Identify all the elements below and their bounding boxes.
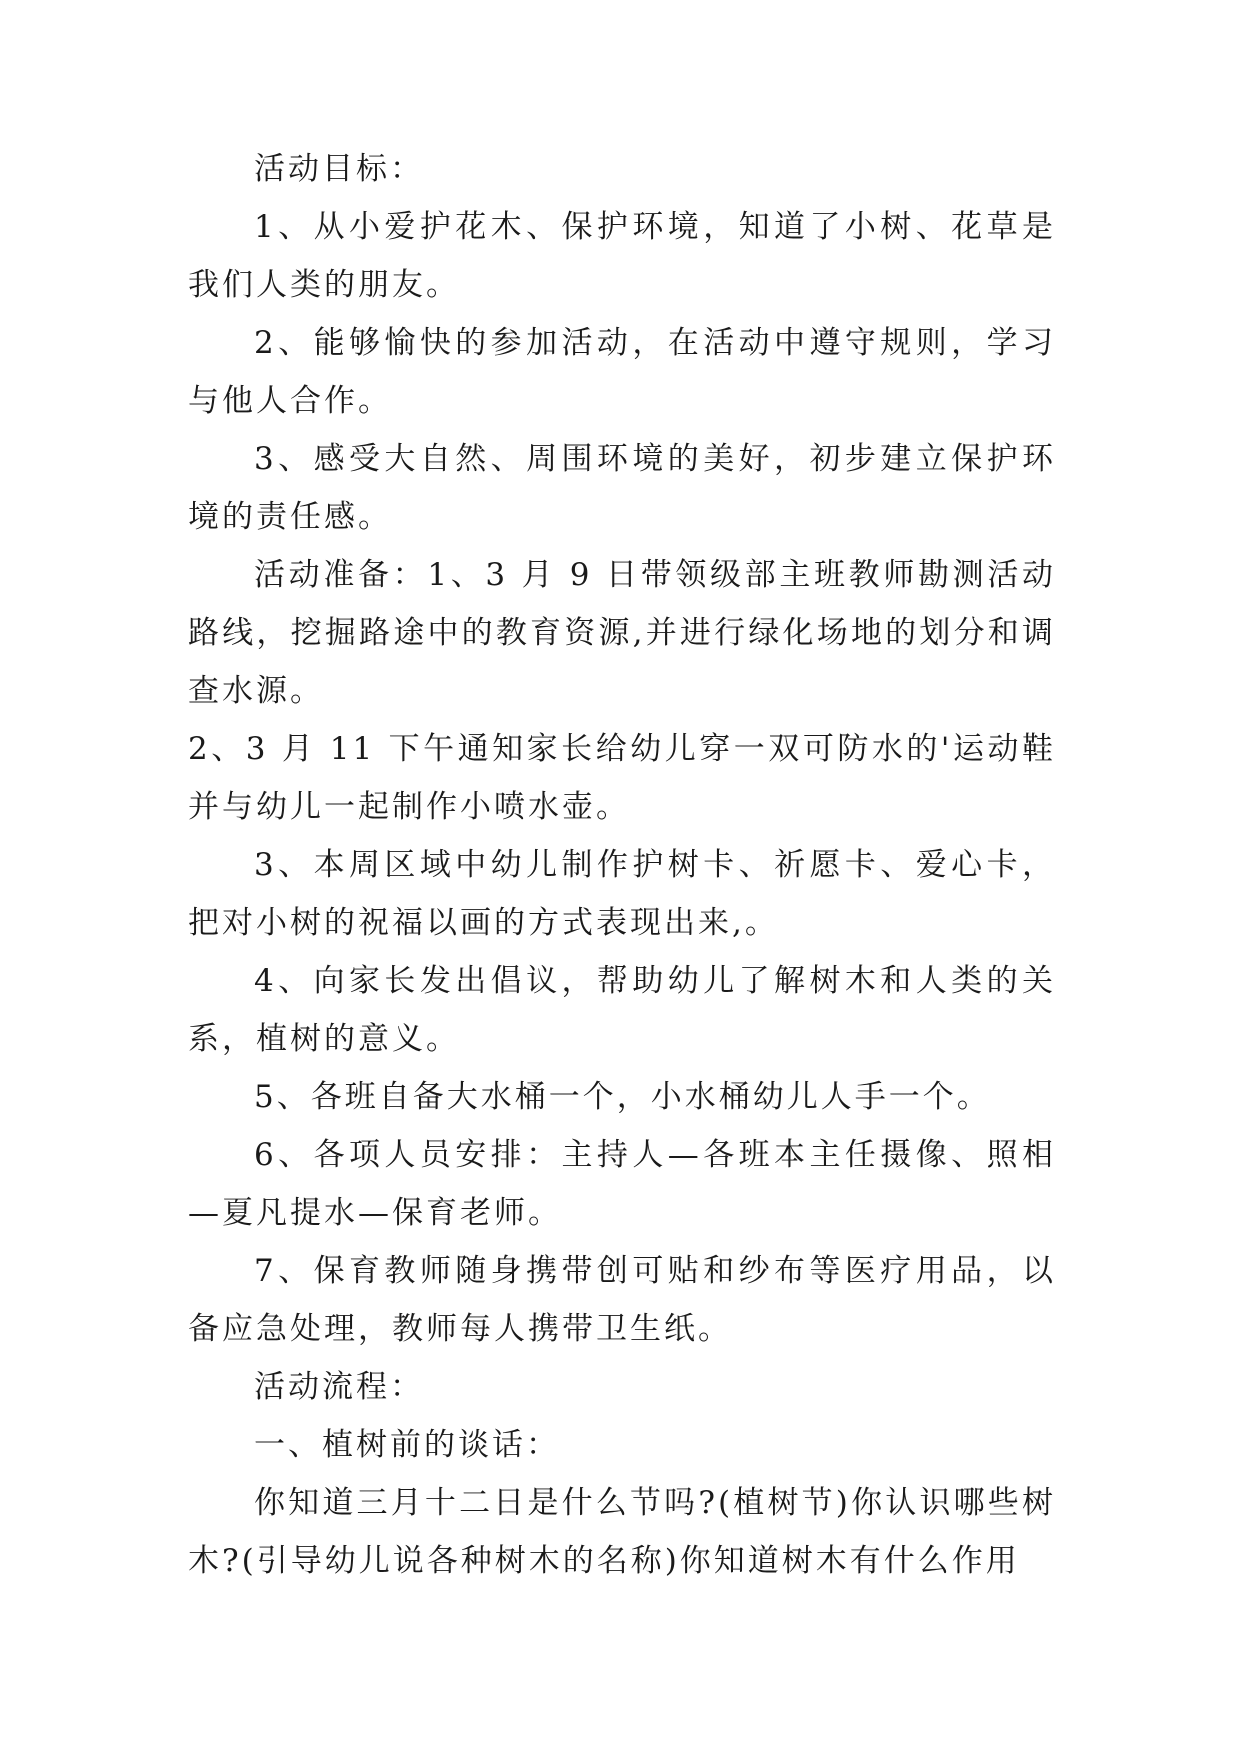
paragraph-preparation-2: 2、3 月 11 下午通知家长给幼儿穿一双可防水的'运动鞋并与幼儿一起制作小喷水壶。 [188,731,1056,825]
paragraph-goal-2: 2、能够愉快的参加活动，在活动中遵守规则，学习与他人合作。 [188,325,1056,419]
document-page [188,140,1056,1590]
paragraph-goal-1: 1、从小爱护花木、保护环境，知道了小树、花草是我们人类的朋友。 [188,209,1056,303]
paragraph-preparation-7: 7、保育教师随身携带创可贴和纱布等医疗用品，以备应急处理，教师每人携带卫生纸。 [188,1253,1056,1347]
paragraph-preparation-6: 6、各项人员安排：主持人—各班本主任摄像、照相—夏凡提水—保育老师。 [188,1137,1056,1231]
paragraph-preparation-5: 5、各班自备大水桶一个，小水桶幼儿人手一个。 [254,1079,991,1115]
paragraph-preparation: 活动准备：1、3 月 9 日带领级部主班教师勘测活动路线，挖掘路途中的教育资源,并进行绿化场地的划分和调查水源。 [188,557,1056,709]
paragraph-goal-3: 3、感受大自然、周围环境的美好，初步建立保护环境的责任感。 [188,441,1056,535]
paragraph-goals-heading: 活动目标： [254,151,424,187]
paragraph-process-heading: 活动流程： [254,1369,424,1405]
paragraph-process-talk: 你知道三月十二日是什么节吗?(植树节)你认识哪些树木?(引导幼儿说各种树木的名称)你知道树木有什么作用 [188,1485,1056,1579]
paragraph-preparation-3: 3、本周区域中幼儿制作护树卡、祈愿卡、爱心卡，把对小树的祝福以画的方式表现出来,。 [188,847,1056,941]
paragraph-preparation-4: 4、向家长发出倡议，帮助幼儿了解树木和人类的关系，植树的意义。 [188,963,1056,1057]
paragraph-process-step-1: 一、植树前的谈话： [254,1427,560,1463]
